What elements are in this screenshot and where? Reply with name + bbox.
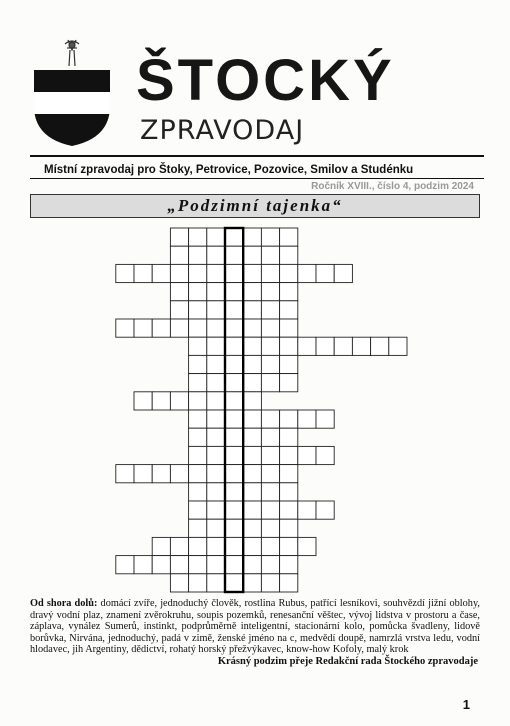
crossword-key-cell[interactable] xyxy=(225,337,243,355)
crossword-cell[interactable] xyxy=(207,301,225,319)
crossword-cell[interactable] xyxy=(243,465,261,483)
crossword-cell[interactable] xyxy=(243,410,261,428)
crossword-cell[interactable] xyxy=(207,355,225,373)
crossword-cell[interactable] xyxy=(261,228,279,246)
crossword-key-cell[interactable] xyxy=(225,501,243,519)
crossword-cell[interactable] xyxy=(170,537,188,555)
crossword-cell[interactable] xyxy=(316,501,334,519)
crossword-cell[interactable] xyxy=(261,446,279,464)
crossword-cell[interactable] xyxy=(207,228,225,246)
crossword-cell[interactable] xyxy=(207,428,225,446)
crossword-cell[interactable] xyxy=(280,446,298,464)
crossword-cell[interactable] xyxy=(170,392,188,410)
crossword-cell[interactable] xyxy=(261,283,279,301)
crossword-cell[interactable] xyxy=(170,319,188,337)
clues-list: domácí zvíře, jednoduchý člověk, rostlina Rubus, patřící lesníkovi, souhvězdí jižní oblohy, dravý vodní plaz, znamení zvěrokruhu, soupis pozemků, renesanční věštec, vývoj lidstva v prostoru a čase, záplava, vynález Sumerů, instinkt, podprůměrně inteligentní, stacionární kolo, pomůcka švadleny, lidově borůvka, Nirvána, jednoduchý, padá v zimě, ženské jméno na c, medvědí doupě, namrzlá vrstva ledu, vodní hlodavec, jih Argentiny, dědictví, rohatý horský přežvýkavec, know-how Kofoly, malý krok xyxy=(30,598,481,655)
crossword-cell[interactable] xyxy=(243,228,261,246)
crossword-cell[interactable] xyxy=(261,264,279,282)
crossword-cell[interactable] xyxy=(316,264,334,282)
crossword-cell[interactable] xyxy=(170,301,188,319)
crossword-key-cell[interactable] xyxy=(225,355,243,373)
crossword-cell[interactable] xyxy=(243,537,261,555)
header-divider xyxy=(30,155,484,157)
crossword-cell[interactable] xyxy=(207,483,225,501)
crossword-cell[interactable] xyxy=(298,501,316,519)
crossword-cell[interactable] xyxy=(243,556,261,574)
crossword-cell[interactable] xyxy=(298,337,316,355)
crossword-cell[interactable] xyxy=(207,537,225,555)
crossword-key-cell[interactable] xyxy=(225,428,243,446)
crossword-cell[interactable] xyxy=(261,355,279,373)
crossword-cell[interactable] xyxy=(280,537,298,555)
crossword-cell[interactable] xyxy=(152,264,170,282)
crossword-cell[interactable] xyxy=(207,337,225,355)
crossword-cell[interactable] xyxy=(189,465,207,483)
crossword-cell[interactable] xyxy=(189,428,207,446)
crossword-cell[interactable] xyxy=(207,519,225,537)
crossword-cell[interactable] xyxy=(189,519,207,537)
crossword-cell[interactable] xyxy=(298,264,316,282)
crossword-cell[interactable] xyxy=(280,519,298,537)
newsletter-title: ŠTOCKÝ xyxy=(136,48,395,113)
crossword-cell[interactable] xyxy=(189,374,207,392)
crossword-cell[interactable] xyxy=(261,337,279,355)
crossword-cell[interactable] xyxy=(280,264,298,282)
crossword-cell[interactable] xyxy=(243,374,261,392)
crossword-cell[interactable] xyxy=(261,410,279,428)
crossword-cell[interactable] xyxy=(189,319,207,337)
crossword-cell[interactable] xyxy=(207,556,225,574)
crossword-cell[interactable] xyxy=(243,319,261,337)
crossword-cell[interactable] xyxy=(207,410,225,428)
crossword-cell[interactable] xyxy=(280,483,298,501)
crossword-cell[interactable] xyxy=(316,410,334,428)
crossword-cell[interactable] xyxy=(170,228,188,246)
crossword-key-cell[interactable] xyxy=(225,246,243,264)
crossword-cell[interactable] xyxy=(152,537,170,555)
crossword-cell[interactable] xyxy=(189,228,207,246)
crossword-cell[interactable] xyxy=(243,501,261,519)
crossword-key-cell[interactable] xyxy=(225,228,243,246)
crossword-cell[interactable] xyxy=(334,337,352,355)
secret-key-column xyxy=(225,228,243,592)
crossword-cell[interactable] xyxy=(261,428,279,446)
crossword-cell[interactable] xyxy=(207,283,225,301)
crossword-cell[interactable] xyxy=(352,337,370,355)
coat-of-arms-logo xyxy=(32,36,112,148)
crossword-cell[interactable] xyxy=(261,374,279,392)
crossword-cell[interactable] xyxy=(280,374,298,392)
crossword-key-cell[interactable] xyxy=(225,301,243,319)
crossword-key-cell[interactable] xyxy=(225,483,243,501)
crossword-cell[interactable] xyxy=(207,319,225,337)
crossword-cell[interactable] xyxy=(280,301,298,319)
crossword-cell[interactable] xyxy=(189,355,207,373)
crossword-cell[interactable] xyxy=(334,264,352,282)
crossword-key-cell[interactable] xyxy=(225,374,243,392)
crossword-cell[interactable] xyxy=(389,337,407,355)
crossword-cell[interactable] xyxy=(152,556,170,574)
crossword-cell[interactable] xyxy=(152,319,170,337)
crossword-cell[interactable] xyxy=(298,410,316,428)
crossword-cell[interactable] xyxy=(207,501,225,519)
crossword-key-cell[interactable] xyxy=(225,410,243,428)
crossword-key-cell[interactable] xyxy=(225,574,243,592)
crossword-cell[interactable] xyxy=(243,483,261,501)
crossword-cell[interactable] xyxy=(243,264,261,282)
crossword-cell[interactable] xyxy=(280,428,298,446)
crossword-cell[interactable] xyxy=(261,574,279,592)
crossword-cell[interactable] xyxy=(189,446,207,464)
newsletter-tagline: Místní zpravodaj pro Štoky, Petrovice, Pozovice, Smilov a Studénku xyxy=(44,164,414,176)
crossword-cell[interactable] xyxy=(152,465,170,483)
crossword-cell[interactable] xyxy=(134,556,152,574)
puzzle-title-banner: „Podzimní tajenka“ xyxy=(30,194,480,218)
crossword-cell[interactable] xyxy=(189,392,207,410)
crossword-cell[interactable] xyxy=(170,556,188,574)
crossword-key-cell[interactable] xyxy=(225,392,243,410)
crossword-cell[interactable] xyxy=(261,483,279,501)
crossword-cell[interactable] xyxy=(189,501,207,519)
crossword-cell[interactable] xyxy=(116,465,134,483)
crossword-cell[interactable] xyxy=(134,264,152,282)
crossword-cell[interactable] xyxy=(243,337,261,355)
page-number: 1 xyxy=(462,697,470,712)
crossword-cell[interactable] xyxy=(280,501,298,519)
crest-white-band xyxy=(34,92,110,114)
crossword-cell[interactable] xyxy=(280,410,298,428)
tagline-divider xyxy=(30,178,484,179)
crossword-cell[interactable] xyxy=(280,283,298,301)
crossword-cell[interactable] xyxy=(207,374,225,392)
crossword-cell[interactable] xyxy=(189,410,207,428)
crossword-cell[interactable] xyxy=(207,465,225,483)
clues-lead: Od shora dolů: xyxy=(30,598,98,609)
crossword-cell[interactable] xyxy=(189,483,207,501)
crossword-cell[interactable] xyxy=(116,319,134,337)
crossword-key-cell[interactable] xyxy=(225,283,243,301)
crossword-cell[interactable] xyxy=(170,283,188,301)
crossword-key-cell[interactable] xyxy=(225,446,243,464)
crossword-cell[interactable] xyxy=(261,519,279,537)
crossword-cell[interactable] xyxy=(316,446,334,464)
crossword-cell[interactable] xyxy=(243,392,261,410)
crossword-cell[interactable] xyxy=(170,574,188,592)
crossword-cell[interactable] xyxy=(134,392,152,410)
crossword-cell[interactable] xyxy=(261,319,279,337)
crossword-cell[interactable] xyxy=(243,355,261,373)
newsletter-subtitle: ZPRAVODAJ xyxy=(140,115,305,146)
crossword-cell[interactable] xyxy=(261,537,279,555)
crossword-cell[interactable] xyxy=(207,246,225,264)
crossword-cell[interactable] xyxy=(189,537,207,555)
crossword-cell[interactable] xyxy=(189,574,207,592)
crossword-cell[interactable] xyxy=(243,574,261,592)
crossword-cell[interactable] xyxy=(134,319,152,337)
crossword-cell[interactable] xyxy=(261,246,279,264)
crossword-cell[interactable] xyxy=(243,446,261,464)
crossword-cell[interactable] xyxy=(189,556,207,574)
crossword-cell[interactable] xyxy=(207,392,225,410)
crossword-cell[interactable] xyxy=(189,337,207,355)
crossword-cell[interactable] xyxy=(280,355,298,373)
clues-text xyxy=(30,598,480,656)
crest-plume xyxy=(65,40,79,66)
crossword-cell[interactable] xyxy=(189,301,207,319)
crossword-cell[interactable] xyxy=(116,556,134,574)
crossword-cell[interactable] xyxy=(280,246,298,264)
crossword-cell[interactable] xyxy=(207,264,225,282)
crossword-cell[interactable] xyxy=(243,301,261,319)
crossword-cell[interactable] xyxy=(243,519,261,537)
crossword-cell[interactable] xyxy=(280,574,298,592)
crossword-cell[interactable] xyxy=(170,264,188,282)
crossword-cell[interactable] xyxy=(243,428,261,446)
crossword-cell[interactable] xyxy=(134,465,152,483)
crossword-key-cell[interactable] xyxy=(225,319,243,337)
crossword-cell[interactable] xyxy=(170,246,188,264)
crossword-cell[interactable] xyxy=(170,465,188,483)
crossword-cell[interactable] xyxy=(316,337,334,355)
crossword-key-cell[interactable] xyxy=(225,264,243,282)
issue-info: Ročník XVIII., číslo 4, podzim 2024 xyxy=(311,181,474,192)
crossword-cell[interactable] xyxy=(243,246,261,264)
crossword-cell[interactable] xyxy=(280,465,298,483)
crossword-cell[interactable] xyxy=(261,556,279,574)
crossword-cell[interactable] xyxy=(280,228,298,246)
crossword-cell[interactable] xyxy=(280,319,298,337)
crossword-cell[interactable] xyxy=(189,283,207,301)
crossword-key-cell[interactable] xyxy=(225,465,243,483)
crossword-cell[interactable] xyxy=(261,301,279,319)
crossword-cell[interactable] xyxy=(152,392,170,410)
crossword-cell[interactable] xyxy=(116,264,134,282)
crossword-cell[interactable] xyxy=(261,465,279,483)
crossword-cell[interactable] xyxy=(207,446,225,464)
crossword-cell[interactable] xyxy=(298,446,316,464)
closing-greeting: Krásný podzim přeje Redakční rada Štockého zpravodaje xyxy=(217,656,478,667)
crossword-key-cell[interactable] xyxy=(225,519,243,537)
crossword-cell[interactable] xyxy=(243,283,261,301)
crossword-cell[interactable] xyxy=(280,337,298,355)
crossword-cell[interactable] xyxy=(261,501,279,519)
crossword-cell[interactable] xyxy=(371,337,389,355)
crossword-key-cell[interactable] xyxy=(225,537,243,555)
crossword-cell[interactable] xyxy=(298,537,316,555)
crossword-cell[interactable] xyxy=(207,574,225,592)
crossword-cell[interactable] xyxy=(189,246,207,264)
crossword-cell[interactable] xyxy=(189,264,207,282)
crossword-key-cell[interactable] xyxy=(225,556,243,574)
crossword-cell[interactable] xyxy=(280,556,298,574)
